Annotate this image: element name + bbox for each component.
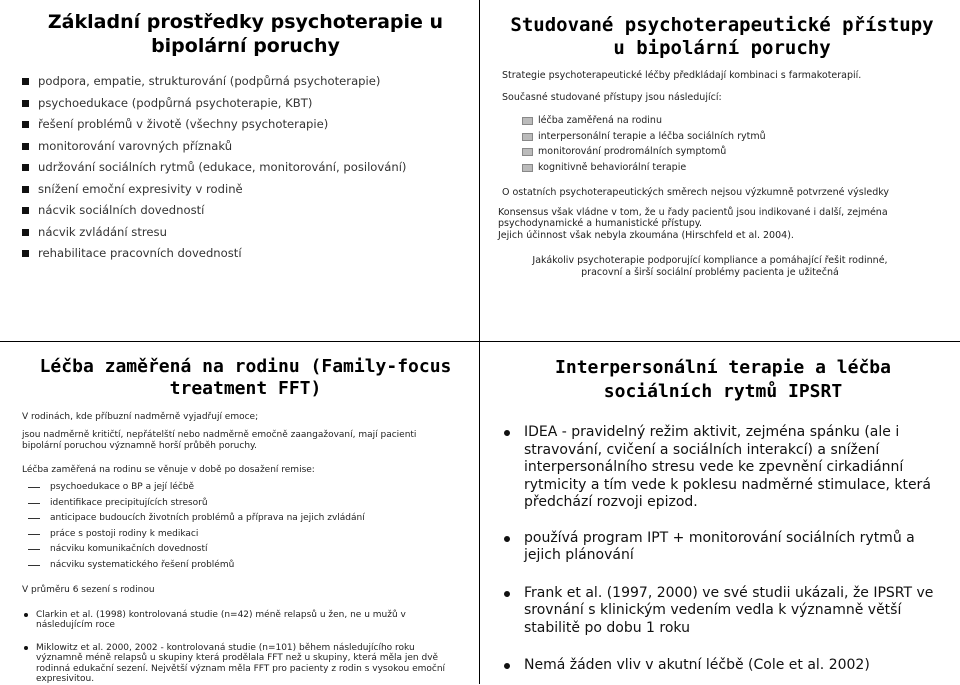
slide4-list (504, 424, 942, 675)
slide-basic-means (0, 0, 479, 341)
dot-bullet-icon (504, 536, 510, 542)
list-item: používá program IPT + monitorování sociálních rytmů a jejich plánování (504, 530, 942, 565)
list-item: řešení problémů v životě (všechny psychoterapie) (22, 117, 469, 132)
list-item: podpora, empatie, strukturování (podpůrná psychoterapie) (22, 74, 469, 89)
list-item: udržování sociálních rytmů (edukace, monitorování, posilování) (22, 160, 469, 175)
slide3-p1: V rodinách, kde příbuzní nadměrně vyjadřují emoce; (22, 412, 259, 422)
slide-ipsrt (480, 342, 960, 684)
list-item: monitorování varovných příznaků (22, 139, 469, 154)
list-item: Clarkin et al. (1998) kontrolovaná studie (n=42) méně relapsů u žen, ne u mužů v následujícím roce (22, 610, 436, 631)
list-item: nácviku komunikačních dovedností (28, 544, 469, 555)
slide2-any: Jakákoliv psychoterapie podporující kompliance a pomáhající řešit rodinné, pracovní a širší sociální problémy pacienta je užitečná (532, 255, 888, 278)
dot-bullet-icon (24, 646, 28, 650)
slide2-title: Studované psychoterapeutické přístupy u bipolární poruchy (510, 14, 934, 59)
dash-bullet-icon (28, 549, 40, 550)
list-item: rehabilitace pracovních dovedností (22, 246, 469, 261)
dash-bullet-icon (28, 503, 40, 504)
list-item: IDEA - pravidelný režim aktivit, zejména spánku (ale i stravování, cvičení a sociálních interakcí) a snížení interpersonálního stresu vede ke zpevnění cirkadiánní rytmicity a tím vede k poklesu nadměrné stimulace, která předchází rozvoji epizod. (504, 424, 942, 512)
square-bullet-icon (22, 207, 29, 214)
list-item: snížení emoční expresivity v rodině (22, 182, 469, 197)
slide3-title: Léčba zaměřená na rodinu (Family-focus treatment FFT) (39, 356, 452, 399)
list-item: práce s postoji rodiny k medikaci (28, 529, 469, 540)
list-item: nácviku systematického řešení problémů (28, 560, 469, 571)
slide2-approaches (522, 115, 942, 173)
dot-bullet-icon (504, 430, 510, 436)
square-bullet-icon (22, 121, 29, 128)
dash-bullet-icon (28, 487, 40, 488)
square-bullet-icon (22, 78, 29, 85)
square-bullet-icon (522, 117, 533, 125)
square-bullet-icon (522, 133, 533, 141)
square-bullet-icon (22, 100, 29, 107)
slide-studied-approaches (480, 0, 960, 341)
list-item: Frank et al. (1997, 2000) ve své studii ukázali, že IPSRT ve srovnání s klinickým vedením vedla k významně větší stabilitě po dobu 1 roku (504, 585, 942, 638)
list-item: léčba zaměřená na rodinu (522, 115, 942, 127)
slide2-efficacy: Jejich účinnost však nebyla zkoumána (Hirschfeld et al. 2004). (498, 229, 794, 241)
list-item: interpersonální terapie a léčba sociálních rytmů (522, 131, 942, 143)
square-bullet-icon (22, 186, 29, 193)
square-bullet-icon (522, 148, 533, 156)
slide2-consensus: Konsensus však vládne v tom, že u řady pacientů jsou indikované i další, zejména psychodynamické a humanistické přístupy. (498, 206, 888, 229)
slide3-p2: jsou nadměrně kritičtí, nepřátelští nebo nadměrně emočně zaangažovaní, mají pacienti bipolární poruchou významně horší průběh poruchy. (22, 430, 417, 451)
dot-bullet-icon (24, 613, 28, 617)
slide1-list (22, 74, 469, 261)
list-item: psychoedukace o BP a její léčbě (28, 482, 469, 493)
slide2-current: Současné studované přístupy jsou následující: (502, 91, 722, 103)
slide2-intro: Strategie psychoterapeutické léčby předkládají kombinaci s farmakoterapií. (502, 70, 862, 81)
list-item: anticipace budoucích životních problémů a příprava na jejich zvládání (28, 513, 469, 524)
slide2-other: O ostatních psychoterapeutických směrech nejsou výzkumně potvrzené výsledky (502, 187, 890, 198)
dot-bullet-icon (504, 591, 510, 597)
dash-bullet-icon (28, 518, 40, 519)
square-bullet-icon (22, 164, 29, 171)
square-bullet-icon (22, 250, 29, 257)
slide3-sessions: V průměru 6 sezení s rodinou (22, 584, 155, 595)
slide1-title: Základní prostředky psychoterapie u bipolární poruchy (47, 11, 444, 57)
dash-bullet-icon (28, 534, 40, 535)
square-bullet-icon (522, 164, 533, 172)
list-item: kognitivně behaviorální terapie (522, 162, 942, 174)
list-item: identifikace precipitujících stresorů (28, 498, 469, 509)
list-item: Nemá žáden vliv v akutní léčbě (Cole et al. 2002) (504, 657, 942, 675)
slide3-components (28, 482, 469, 571)
dot-bullet-icon (504, 663, 510, 669)
square-bullet-icon (22, 229, 29, 236)
list-item: Miklowitz et al. 2000, 2002 - kontrolovaná studie (n=101) během následujícího roku významně méně relapsů u skupiny která prodělala FFT než u skupiny, která měla jen dvě rodinná edukační sezení. Největší význam měla FFT pro pacienty z rodin s vysokou emoční expresivitou. (22, 643, 446, 685)
slide4-title: Interpersonální terapie a léčba sociálních rytmů IPSRT (555, 357, 891, 402)
square-bullet-icon (22, 143, 29, 150)
list-item: monitorování prodromálních symptomů (522, 146, 942, 158)
slide3-studies (22, 610, 469, 685)
dash-bullet-icon (28, 565, 40, 566)
list-item: nácvik zvládání stresu (22, 225, 469, 240)
slide3-p3: Léčba zaměřená na rodinu se věnuje v době po dosažení remise: (22, 465, 315, 475)
list-item: psychoedukace (podpůrná psychoterapie, KBT) (22, 96, 469, 111)
slide-family-focus (0, 342, 479, 684)
list-item: nácvik sociálních dovedností (22, 203, 469, 218)
